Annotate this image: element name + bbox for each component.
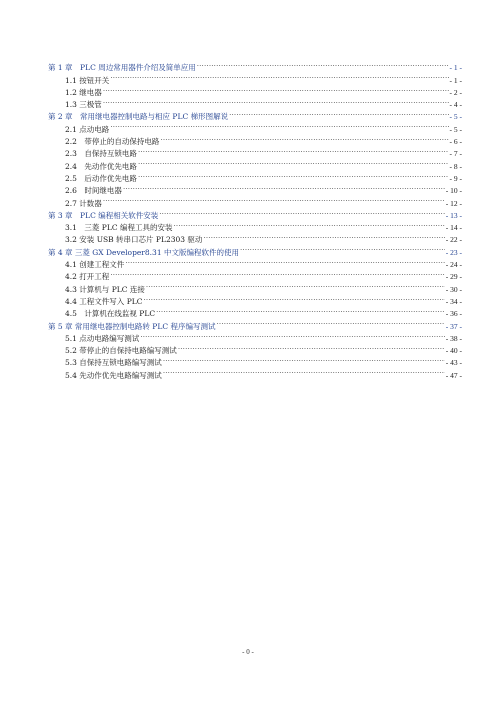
toc-entry-page-number: - 37 - [445,321,462,331]
toc-entry-title: 2.6 时间继电器 [65,186,122,196]
toc-entry-title: 1.3 三极管 [65,100,102,110]
toc-leader-dots [240,242,445,254]
toc-leader-dots [163,365,445,377]
toc-section-entry[interactable] [48,70,462,85]
toc-leader-dots [143,292,444,304]
toc-entry-title: 5.4 先动作优先电路编写测试 [65,370,162,380]
toc-entry-page-number: - 1 - [449,75,462,85]
toc-entry-page-number: - 38 - [445,333,462,343]
toc-entry-title: 2.5 后动作优先电路 [65,173,137,183]
toc-leader-dots [178,341,445,353]
toc-entry-page-number: - 29 - [445,272,462,282]
toc-leader-dots [163,353,445,365]
toc-entry-title: 2.2 带停止的自动保持电路 [65,137,160,147]
toc-entry-title: 1.1 按钮开关 [65,75,110,85]
toc-leader-dots [103,83,449,95]
toc-entry-page-number: - 34 - [445,296,462,306]
toc-leader-dots [203,230,444,242]
toc-leader-dots [138,169,449,181]
toc-entry-title: 2.7 计数器 [65,198,102,208]
toc-entry-title: 2.3 自保持互锁电路 [65,149,137,159]
toc-leader-dots [160,132,448,144]
toc-entry-title: 4.1 创建工程文件 [65,260,125,270]
toc-entry-page-number: - 5 - [449,112,462,122]
toc-leader-dots [110,267,444,279]
toc-entry-page-number: - 12 - [445,198,462,208]
toc-entry-title: 3.1 三菱 PLC 编程工具的安装 [65,223,173,233]
toc-entry-page-number: - 4 - [449,100,462,110]
toc-entry-title: 2.1 点动电路 [65,124,110,134]
toc-leader-dots [216,316,444,328]
toc-entry-title: 4.4 工程文件写入 PLC [65,296,143,306]
toc-leader-dots [156,304,445,316]
toc-section-entry[interactable] [48,132,462,147]
toc-entry-page-number: - 43 - [445,358,462,368]
toc-entry-title: 第 1 章 PLC 周边常用器件介绍及简单应用 [48,63,196,73]
toc-entry-title: 4.5 计算机在线监视 PLC [65,309,156,319]
toc-leader-dots [146,279,445,291]
toc-entry-page-number: - 22 - [445,235,462,245]
toc-entry-title: 第 2 章 常用继电器控制电路与相应 PLC 梯形图解说 [48,112,229,122]
toc-section-entry[interactable] [48,279,462,294]
toc-entry-page-number: - 7 - [449,149,462,159]
toc-entry-page-number: - 14 - [445,223,462,233]
toc-leader-dots [138,156,449,168]
toc-entry-page-number: - 2 - [449,87,462,97]
toc-section-entry[interactable] [48,83,462,95]
toc-leader-dots [103,193,445,205]
page-number: - 0 - [242,648,254,656]
toc-leader-dots [110,119,448,131]
toc-leader-dots [110,70,448,82]
toc-entry-page-number: - 1 - [449,63,462,73]
toc-entry-page-number: - 10 - [445,186,462,196]
toc-entry-page-number: - 5 - [449,124,462,134]
toc-entry-title: 5.1 点动电路编写测试 [65,333,140,343]
toc-leader-dots [140,329,444,341]
toc-leader-dots [138,144,449,156]
toc-entry-page-number: - 24 - [445,260,462,270]
toc-leader-dots [159,206,445,218]
toc-section-entry[interactable] [48,267,462,282]
toc-section-entry[interactable] [48,193,462,208]
toc-entry-title: 第 5 章 常用继电器控制电路转 PLC 程序编写测试 [48,321,216,331]
toc-entry-page-number: - 36 - [445,309,462,319]
toc-entry-page-number: - 30 - [445,284,462,294]
toc-entry-title: 5.2 带停止的自保持电路编写测试 [65,346,177,356]
toc-entry-page-number: - 6 - [449,137,462,147]
toc-leader-dots [125,255,444,267]
toc-section-entry[interactable] [48,95,462,110]
toc-entry-title: 4.3 计算机与 PLC 连接 [65,284,145,294]
toc-chapter-entry[interactable] [48,206,462,218]
toc-chapter-entry[interactable] [48,58,462,73]
toc-entry-title: 2.4 先动作优先电路 [65,161,137,171]
toc-entry-title: 1.2 继电器 [65,87,102,97]
toc-leader-dots [197,58,449,70]
toc-leader-dots [123,181,445,193]
toc-chapter-entry[interactable] [48,107,462,122]
toc-entry-title: 5.3 自保持互锁电路编写测试 [65,358,162,368]
toc-entry-page-number: - 9 - [449,173,462,183]
toc-entry-page-number: - 13 - [445,210,462,220]
toc-entry-title: 第 3 章 PLC 编程相关软件安装 [48,210,159,220]
toc-leader-dots [229,107,448,119]
toc-entry-title: 第 4 章 三菱 GX Developer8.31 中文版编程软件的使用 [48,247,239,257]
toc-section-entry[interactable] [48,119,462,134]
toc-entry-title: 4.2 打开工程 [65,272,110,282]
toc-entry-page-number: - 8 - [449,161,462,171]
table-of-contents [48,58,462,378]
toc-entry-page-number: - 47 - [445,370,462,380]
toc-leader-dots [103,95,449,107]
toc-entry-page-number: - 23 - [445,247,462,257]
toc-leader-dots [173,218,444,230]
toc-entry-title: 3.2 安装 USB 转串口芯片 PL2303 驱动 [65,235,203,245]
toc-entry-page-number: - 40 - [445,346,462,356]
